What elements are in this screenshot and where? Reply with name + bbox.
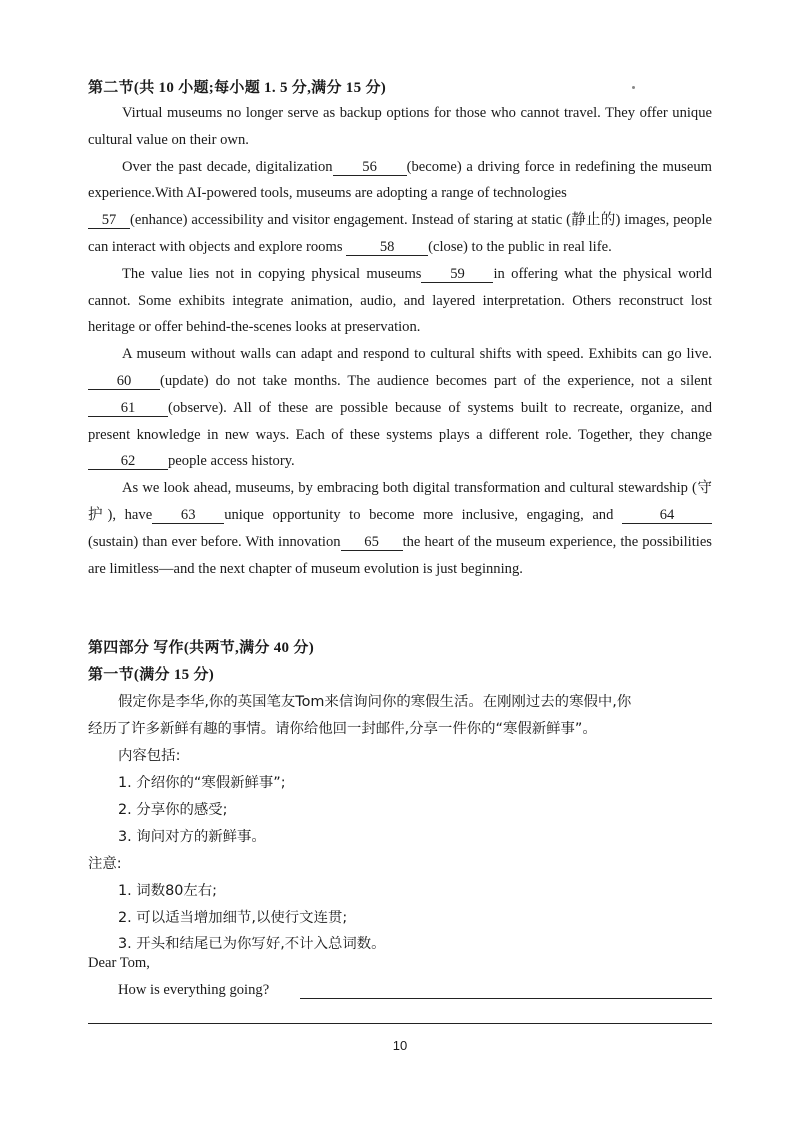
section2-heading: 第二节(共 10 小题;每小题 1. 5 分,满分 15 分) — [88, 80, 387, 96]
part4-subheading: 第一节(满分 15 分) — [88, 667, 215, 683]
blank-64[interactable]: 64 — [622, 507, 712, 524]
content-item-3: 3. 询问对方的新鲜事。 — [118, 829, 266, 845]
blank-59[interactable]: 59 — [421, 266, 493, 283]
letter-opening: How is everything going? — [118, 982, 270, 998]
blank-57[interactable]: 57 — [88, 212, 130, 229]
paragraph-3: The value lies not in copying physical museums 59 in offering what the physical world cannot. Some exhibits integrate animation, audio, and layered interpretation. Others reconstruct lost heritage or offer behind-the-scenes looks at preservation. — [88, 265, 712, 336]
paragraph-2: Over the past decade, digitalization 56 (become) a driving force in redefining the museum experience.With AI-powered tools, museums are adopting a range of technologies 57 (enhance) accessibility and visitor engagement. Instead of staring at static (静止的) images, people can interact with objects and explore rooms 58 (close) to the public in real life. — [88, 158, 712, 255]
blank-61[interactable]: 61 — [88, 400, 168, 417]
paragraph-4: A museum without walls can adapt and respond to cultural shifts with speed. Exhibits can go live. 60 (update) do not take months. The audience becomes part of the experience, not a silent61 (observe). All of these are possible because of systems built to recreate, organize, and present knowledge in new ways. Each of these systems plays a different role. Together, they change62 people access history. — [88, 346, 712, 470]
answer-line-2[interactable] — [88, 1023, 712, 1024]
content-item-2: 2. 分享你的感受; — [118, 802, 228, 818]
scan-speck — [632, 86, 635, 89]
notes-label: 注意: — [88, 856, 122, 872]
blank-65[interactable]: 65 — [341, 534, 403, 551]
part4-heading: 第四部分 写作(共两节,满分 40 分) — [88, 640, 314, 656]
answer-line-1[interactable] — [300, 998, 712, 999]
letter-salutation: Dear Tom, — [88, 955, 150, 971]
paragraph-5: As we look ahead, museums, by embracing both digital transformation and cultural stewardship (守护), have 63 unique opportunity to become more inclusive, engaging, and 64(sustain) than ever before. With innovation 65 the heart of the museum experience, the possibilities are limitless—and the next chapter of museum evolution is just beginning. — [88, 480, 712, 577]
notes-item-2: 2. 可以适当增加细节,以使行文连贯; — [118, 910, 348, 926]
prompt-line-2: 经历了许多新鲜有趣的事情。请你给他回一封邮件,分享一件你的“寒假新鲜事”。 — [88, 721, 597, 737]
content-label: 内容包括: — [118, 748, 181, 764]
cloze-passage — [88, 100, 712, 582]
paragraph-1: Virtual museums no longer serve as backup options for those who cannot travel. They offer unique cultural value on their own. — [88, 105, 712, 148]
prompt-line-1: 假定你是李华,你的英国笔友Tom来信询问你的寒假生活。在刚刚过去的寒假中,你 — [118, 694, 632, 710]
blank-62[interactable]: 62 — [88, 453, 168, 470]
content-item-1: 1. 介绍你的“寒假新鲜事”; — [118, 775, 286, 791]
notes-item-1: 1. 词数80左右; — [118, 883, 218, 899]
blank-58[interactable]: 58 — [346, 239, 428, 256]
page-number: 10 — [392, 1038, 408, 1053]
blank-63[interactable]: 63 — [152, 507, 224, 524]
notes-item-3: 3. 开头和结尾已为你写好,不计入总词数。 — [118, 936, 386, 952]
blank-56[interactable]: 56 — [333, 159, 407, 176]
blank-60[interactable]: 60 — [88, 373, 160, 390]
